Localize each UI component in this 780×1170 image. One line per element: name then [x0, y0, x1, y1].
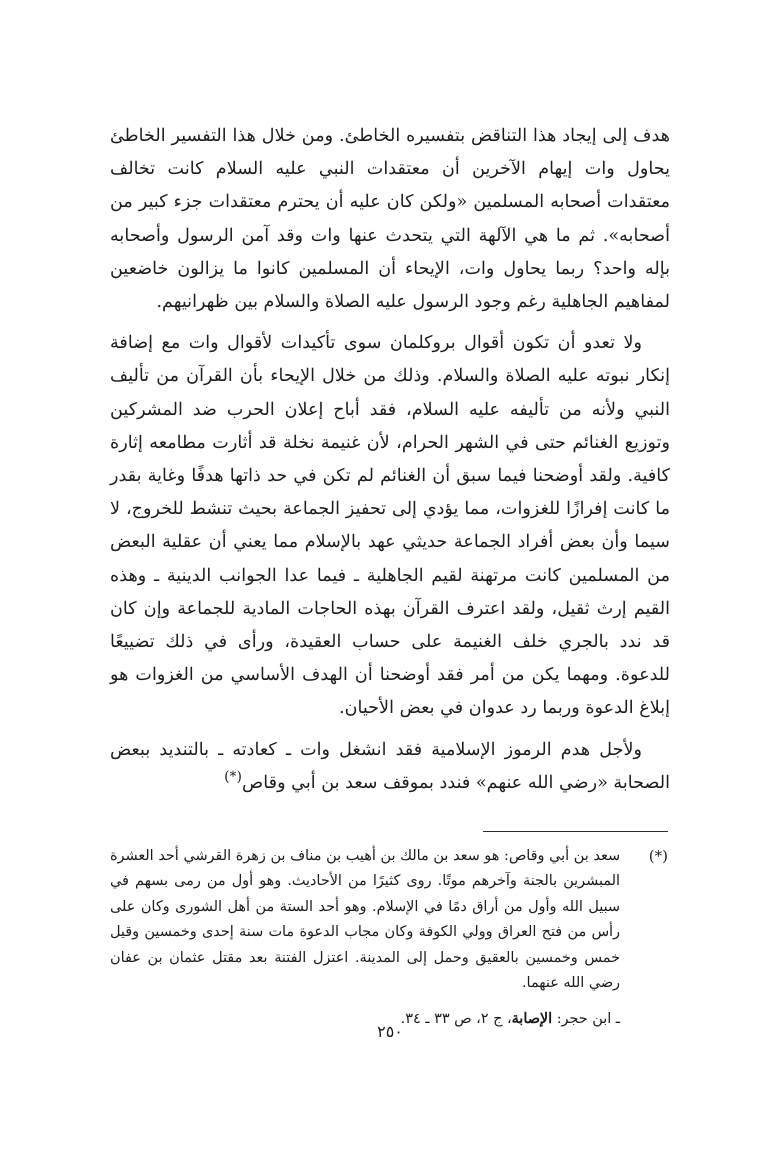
footnote-text: سعد بن أبي وقاص: هو سعد بن مالك بن أهيب بن مناف بن زهرة القرشي أحد العشرة المبشرين بالجنة وآخرهم موتًا. روى كثيرًا من الأحاديث. وهو أول من رمى بسهم في سبيل الله وأول من أراق دمًا في الإسلام. وهو أحد الستة من أهل الشورى وكان على رأس من فتح العراق وولي الكوفة وكان مجاب الدعوة مات سنة إحدى وخمسين وقيل خمس وخمسين بالعقيق وحمل إلى المدينة. اعتزل الفتنة بعد مقتل عثمان بن عفان رضي الله عنهما. [110, 848, 620, 992]
main-text [110, 120, 670, 800]
page-number: ٢٥٠ [377, 1022, 403, 1041]
paragraph-3-text: ولأجل هدم الرموز الإسلامية فقد انشغل وات ـ كعادته ـ بالتنديد ببعض الصحابة «رضي الله عنهم» فندد بموقف سعد بن أبي وقاص [110, 739, 670, 793]
footnote-separator-rule [483, 831, 668, 832]
footnote-source-rest: ، ج ٢، ص ٣٣ ـ ٣٤. [400, 1011, 512, 1028]
paragraph-1: هدف إلى إيجاد هذا التناقض بتفسيره الخاطئ. ومن خلال هذا التفسير الخاطئ يحاول وات إيهام الآخرين أن معتقدات النبي عليه السلام كانت تخالف معتقدات أصحابه المسلمين «ولكن كان عليه أن يحترم معتقدات جزء كبير من أصحابه». ثم ما هي الآلهة التي يتحدث عنها وات وقد آمن الرسول وأصحابه بإله واحد؟ ربما يحاول وات، الإيحاء أن المسلمين كانوا ما يزالون خاضعين لمفاهيم الجاهلية رغم وجود الرسول عليه الصلاة والسلام بين ظهرانيهم. [110, 126, 670, 313]
footnote [110, 844, 668, 1033]
footnote-reference-marker[interactable]: (*) [224, 769, 243, 785]
footnote-label: (*) [648, 847, 668, 865]
footnote-entry [110, 844, 668, 996]
paragraph-2: ولا تعدو أن تكون أقوال بروكلمان سوى تأكيدات لأقوال وات مع إضافة إنكار نبوته عليه الصلاة والسلام. وذلك من خلال الإيحاء بأن القرآن من تأليف النبي ولأنه من تأليفه عليه السلام، فقد أباح إعلان الحرب ضد المشركين وتوزيع الغنائم حتى في الشهر الحرام، لأن غنيمة نخلة قد أثارت مطامعه إثارة كافية. ولقد أوضحنا فيما سبق أن الغنائم لم تكن في حد ذاتها هدفًا وغاية بقدر ما كانت إفرازًا للغزوات، مما يؤدي إلى تحفيز الجماعة بحيث تنشط للخروج، لا سيما وأن بعض أفراد الجماعة حديثي عهد بالإسلام مما يعني أن عقلية البعض من المسلمين كانت مرتهنة لقيم الجاهلية ـ فيما عدا الجوانب الدينية ـ وهذه القيم إرث ثقيل، ولقد اعترف القرآن بهذه الحاجات المادية للجماعة وإن كان قد ندد بالجري خلف الغنيمة على حساب العقيدة، ورأى في ذلك تضييعًا للدعوة. ومهما يكن من أمر فقد أوضحنا أن الهدف الأساسي من الغزوات هو إبلاغ الدعوة وربما رد عدوان في بعض الأحيان. [110, 333, 670, 719]
paragraph-3 [110, 734, 670, 800]
footnote-source-title: الإصابة [511, 1010, 553, 1028]
footnote-source-prefix: ـ ابن حجر: [552, 1011, 620, 1028]
